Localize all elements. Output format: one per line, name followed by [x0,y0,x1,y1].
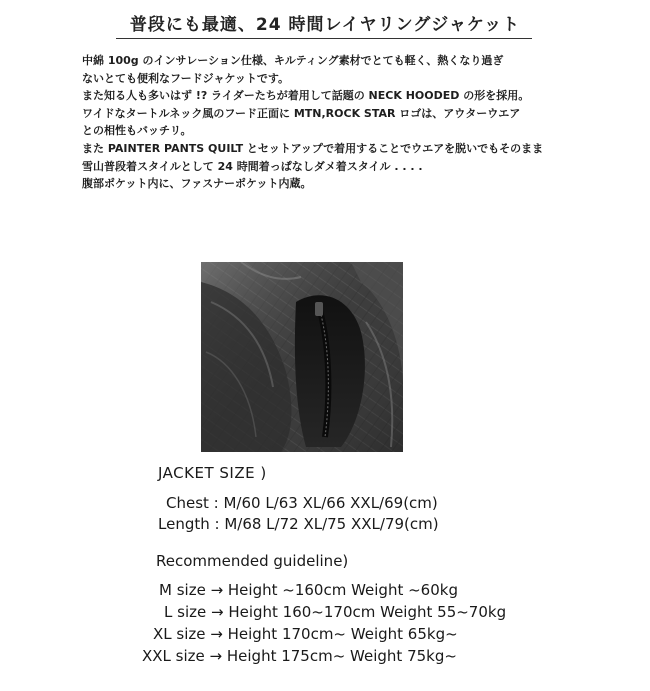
description [82,52,592,193]
page-title: 普段にも最適、24 時間レイヤリングジャケット [129,15,521,35]
description-line: 中綿 100g のインサレーション仕様、キルティング素材でとても軽く、熱くなり過ぎ [82,54,504,67]
jacket-size-heading: JACKET SIZE ) [158,464,267,482]
length-size-row: Length : M/68 L/72 XL/75 XXL/79(cm) [158,515,439,533]
guideline-row-xxl: XXL size → Height 175cm~ Weight 75kg~ [142,647,457,665]
jacket-pocket-photo [201,262,403,452]
description-line: ワイドなタートルネック風のフード正面に MTN,ROCK STAR ロゴは、アウターウエア [82,106,521,120]
guideline-row-m: M size → Height ~160cm Weight ~60kg [159,581,458,599]
description-line: また PAINTER PANTS QUILT とセットアップで着用することでウエアを脱いでもそのまま [82,141,544,155]
chest-size-row: Chest : M/60 L/63 XL/66 XXL/69(cm) [166,494,438,512]
description-line: 腹部ポケット内に、ファスナーポケット内蔵。 [82,177,312,191]
jacket-pocket-illustration [201,262,403,452]
guideline-row-l: L size → Height 160~170cm Weight 55~70kg [164,603,507,621]
description-line: 雪山普段着スタイルとして 24 時間着っぱなしダメ着スタイル . . . . [82,159,423,173]
description-line: ないとても便利なフードジャケットです。 [82,71,290,85]
guideline-heading: Recommended guideline) [156,552,349,570]
description-line: との相性もバッチリ。 [82,124,192,138]
title-underline [116,38,532,39]
guideline-row-xl: XL size → Height 170cm~ Weight 65kg~ [153,625,458,643]
description-line: また知る人も多いはず !? ライダーたちが着用して話題の NECK HOODED の形を採用。 [82,89,530,103]
